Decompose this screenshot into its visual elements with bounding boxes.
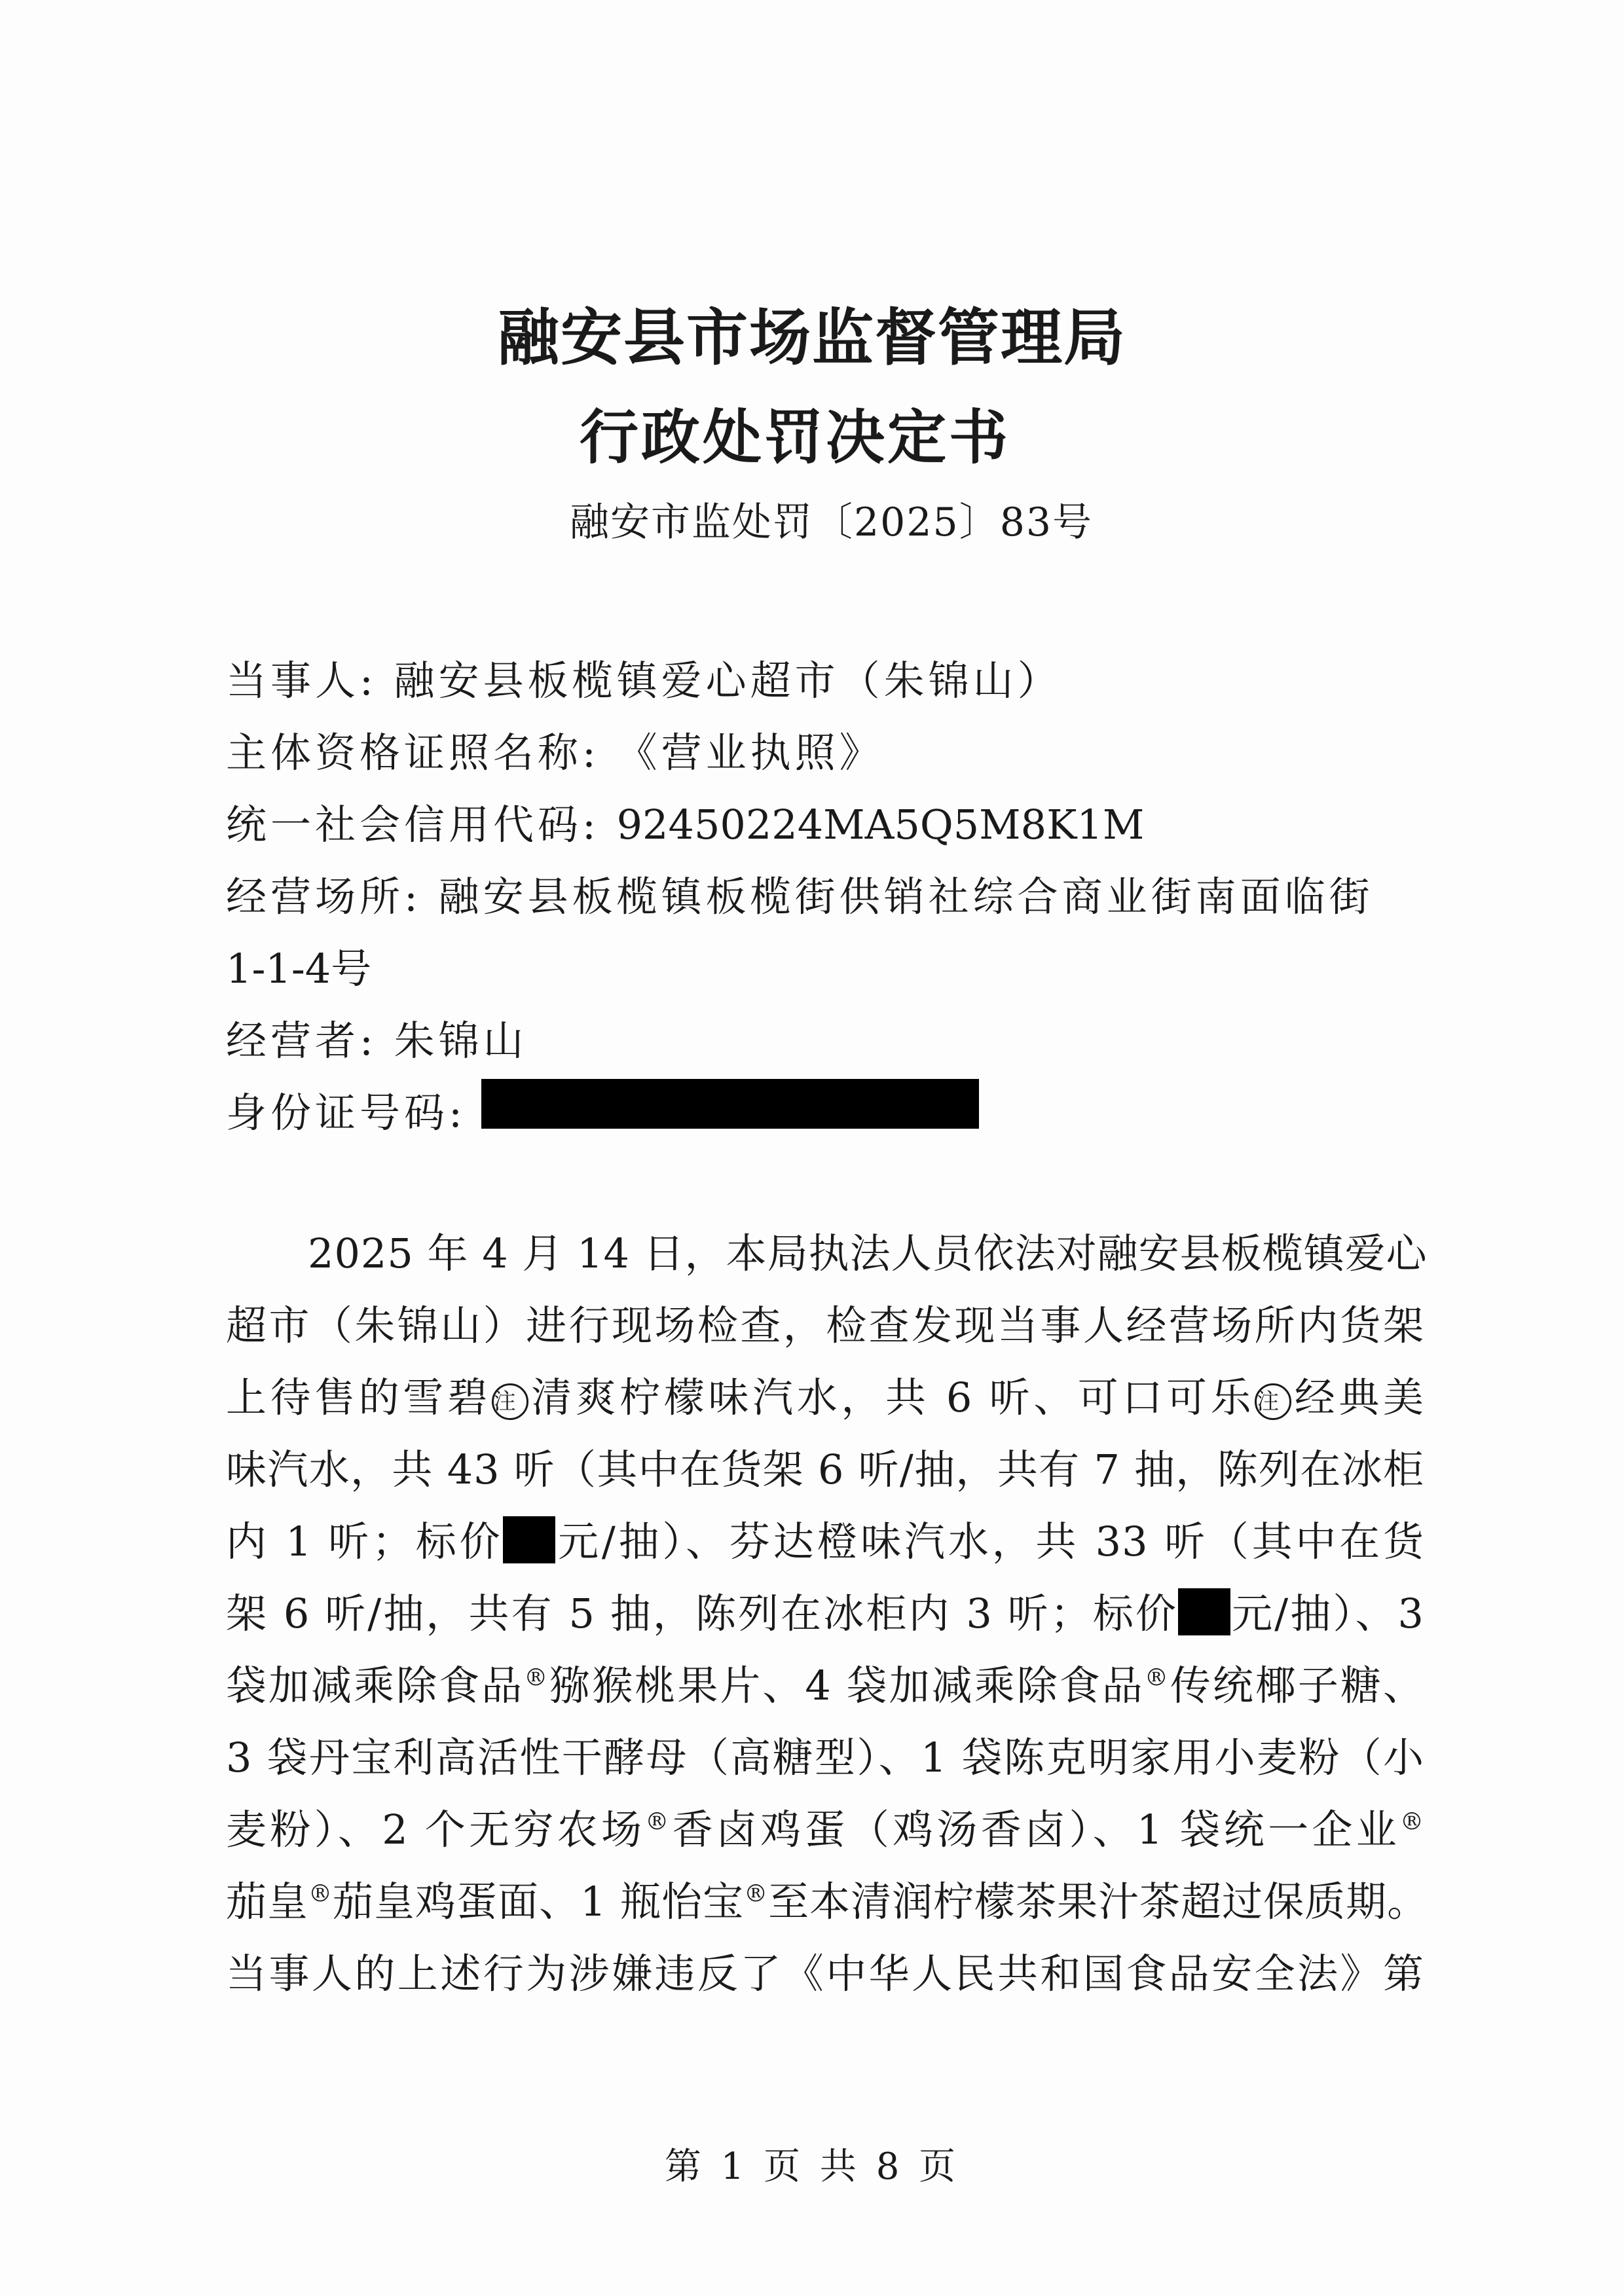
- body-text: 元/抽）、芬达橙味汽水，共 33 听（其中在货: [555, 1518, 1424, 1565]
- party-row: [226, 648, 1062, 706]
- page-number: 第 1 页 共 8 页: [664, 2145, 960, 2188]
- body-line-1: 2025 年 4 月 14 日，本局执法人员依法对融安县板榄镇爱心: [308, 1230, 1428, 1277]
- address-value-line1: 融安县板榄镇板榄街供销社综合商业街南面临街: [438, 873, 1374, 920]
- registered-mark: ®: [308, 1880, 333, 1908]
- body-line-5: [226, 1509, 1424, 1567]
- body-text: 猕猴桃果片、4 袋加减乘除食品: [548, 1662, 1145, 1709]
- operator-value: 朱锦山: [394, 1017, 528, 1065]
- price-redaction: [1178, 1588, 1230, 1635]
- registered-circle-icon: 注: [492, 1383, 528, 1420]
- price-redaction: [503, 1516, 555, 1563]
- registered-mark: ®: [1144, 1664, 1169, 1692]
- body-text: 元/抽）、3: [1230, 1590, 1424, 1637]
- body-line-2: 超市（朱锦山）进行现场检查，检查发现当事人经营场所内货架: [226, 1302, 1424, 1349]
- document-number: 融安市监处罚〔2025〕83号: [570, 500, 1094, 545]
- body-line-8: 3 袋丹宝利高活性干酵母（高糖型）、1 袋陈克明家用小麦粉（小: [226, 1734, 1424, 1781]
- id-number-row: [226, 1080, 466, 1139]
- operator-row: [226, 1008, 528, 1066]
- body-line-9: [226, 1797, 1424, 1855]
- body-text: 架 6 听/抽，共有 5 抽，陈列在冰柜内 3 听；标价: [226, 1590, 1179, 1637]
- license-row: [226, 720, 884, 778]
- body-text: 经典美: [1291, 1374, 1424, 1421]
- license-label: 主体资格证照名称:: [226, 729, 600, 776]
- operator-label: 经营者:: [226, 1017, 377, 1065]
- address-value-line2: 1-1-4号: [226, 945, 372, 993]
- body-text: 至本清润柠檬茶果汁茶超过保质期。: [768, 1878, 1429, 1925]
- body-text: 袋加减乘除食品: [226, 1662, 525, 1709]
- body-text: 上待售的雪碧: [226, 1374, 492, 1421]
- body-text: 茄皇: [226, 1878, 309, 1925]
- body-text: 麦粉）、2 个无穷农场: [226, 1806, 646, 1853]
- body-text: 内 1 听；标价: [226, 1518, 504, 1565]
- body-line-6: [226, 1581, 1424, 1639]
- body-text: 香卤鸡蛋（鸡汤香卤）、1 袋统一企业: [669, 1806, 1401, 1853]
- address-row: [226, 864, 1374, 922]
- body-line-10: [226, 1869, 1429, 1927]
- body-line-4: 味汽水，共 43 听（其中在货架 6 听/抽，共有 7 抽，陈列在冰柜: [226, 1446, 1424, 1493]
- party-value: 融安县板榄镇爱心超市（朱锦山）: [394, 657, 1062, 704]
- registered-mark: ®: [744, 1880, 769, 1908]
- registered-circle-icon: 注: [1255, 1383, 1291, 1420]
- document-title: 行政处罚决定书: [580, 403, 1010, 472]
- registered-mark: ®: [524, 1664, 549, 1692]
- body-text: 清爽柠檬味汽水，共 6 听、可口可乐: [528, 1374, 1255, 1421]
- license-value: 《营业执照》: [616, 729, 884, 776]
- address-label: 经营场所:: [226, 873, 422, 920]
- id-number-redaction: [481, 1079, 979, 1129]
- id-number-label: 身份证号码:: [226, 1089, 466, 1137]
- body-line-3: [226, 1365, 1424, 1423]
- body-text: 茄皇鸡蛋面、1 瓶怡宝: [333, 1878, 745, 1925]
- body-text: 传统椰子糖、: [1168, 1662, 1424, 1709]
- credit-code-label: 统一社会信用代码:: [226, 801, 600, 848]
- credit-code-value: 92450224MA5Q5M8K1M: [616, 801, 1145, 848]
- credit-code-row: [226, 792, 1144, 850]
- registered-mark: ®: [1400, 1808, 1425, 1836]
- body-line-7: [226, 1653, 1424, 1711]
- party-label: 当事人:: [226, 657, 377, 704]
- registered-mark: ®: [645, 1808, 670, 1836]
- body-line-11: 当事人的上述行为涉嫌违反了《中华人民共和国食品安全法》第: [226, 1950, 1424, 1997]
- agency-title: 融安县市场监督管理局: [497, 302, 1126, 374]
